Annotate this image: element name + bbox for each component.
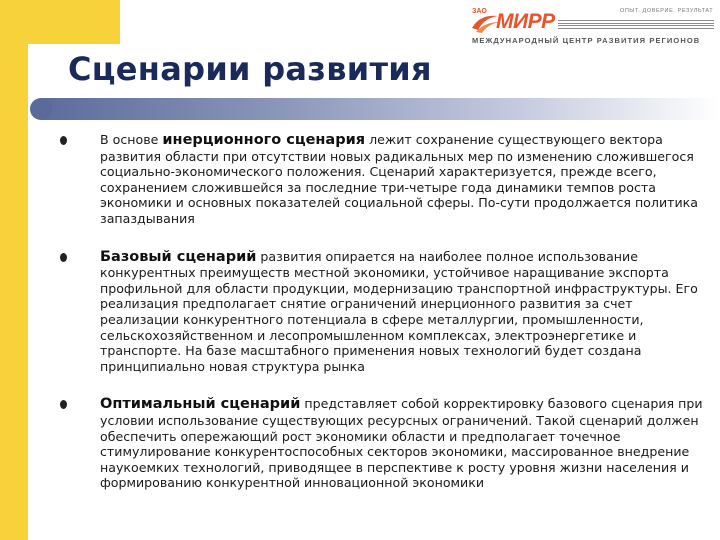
yellow-top-band: [0, 0, 120, 44]
bullet-icon: [60, 400, 67, 409]
list-item: [58, 396, 708, 491]
item-lead-phrase: Оптимальный сценарий: [100, 396, 301, 413]
logo-zao-text: ЗАО: [472, 8, 487, 15]
list-item: [58, 249, 708, 375]
item-text-after: развития опирается на наиболее полное использование конкурентных преимуществ местной экономики, устойчивое наращивание экспорта профильной для области продукции, модернизацию транспортной инфраструктуры. Его реализация предполагает снятие ограничений инерционного развития за счет реализации конкурентного потенциала в сфере металлургии, промышленности, сельскохозяйственном и лесопромышленном комплексах, электроэнергетике и транспорте. На базе масштабного применения новых технологий будет создана принципиально новая структура рынка: [100, 248, 698, 374]
bullet-list: [58, 132, 708, 491]
bullet-icon: [60, 253, 67, 262]
list-item-text: [100, 132, 708, 227]
logo-slogan-text: ОПЫТ. ДОВЕРИЕ. РЕЗУЛЬТАТ: [620, 8, 714, 14]
item-lead-phrase: инерционного сценария: [162, 132, 366, 148]
list-item-text: [100, 396, 708, 491]
item-text-before: В основе: [100, 132, 163, 147]
logo-subtitle-text: МЕЖДУНАРОДНЫЙ ЦЕНТР РАЗВИТИЯ РЕГИОНОВ: [472, 36, 701, 45]
bullet-icon: [60, 136, 67, 145]
item-lead-phrase: Базовый сценарий: [100, 248, 257, 265]
title-underline-bar: [30, 98, 720, 120]
slide-title: Сценарии развития: [68, 50, 432, 88]
list-item-text: [100, 249, 708, 375]
company-logo: [466, 8, 716, 46]
item-text-after: лежит сохранение существующего вектора развития области при отсутствии новых радикальных мер по изменению сложившегося социально-экономического положения. Сценарий характеризуется, прежде всего, сохранением сложившейся за последние три-четыре года динамики темпов роста экономики и основных показателей социальной сферы. По-сути продолжается политика запаздывания: [100, 132, 698, 226]
item-text-after: представляет собой корректировку базового сценария при условии использование существующих ресурсных ограничений. Такой сценарий должен обеспечить опережающий рост экономики области и предполагает точечное стимулирование конкурентоспособных секторов экономики, массированное внедрение наукоемких технологий, приводящее в перспективе к росту уровня жизни населения и формированию конкурентной инновационной экономики: [100, 396, 703, 491]
logo-stripes: [558, 20, 714, 29]
yellow-side-band: [0, 0, 28, 540]
logo-name-text: МИРР: [496, 10, 555, 33]
list-item: [58, 132, 708, 227]
